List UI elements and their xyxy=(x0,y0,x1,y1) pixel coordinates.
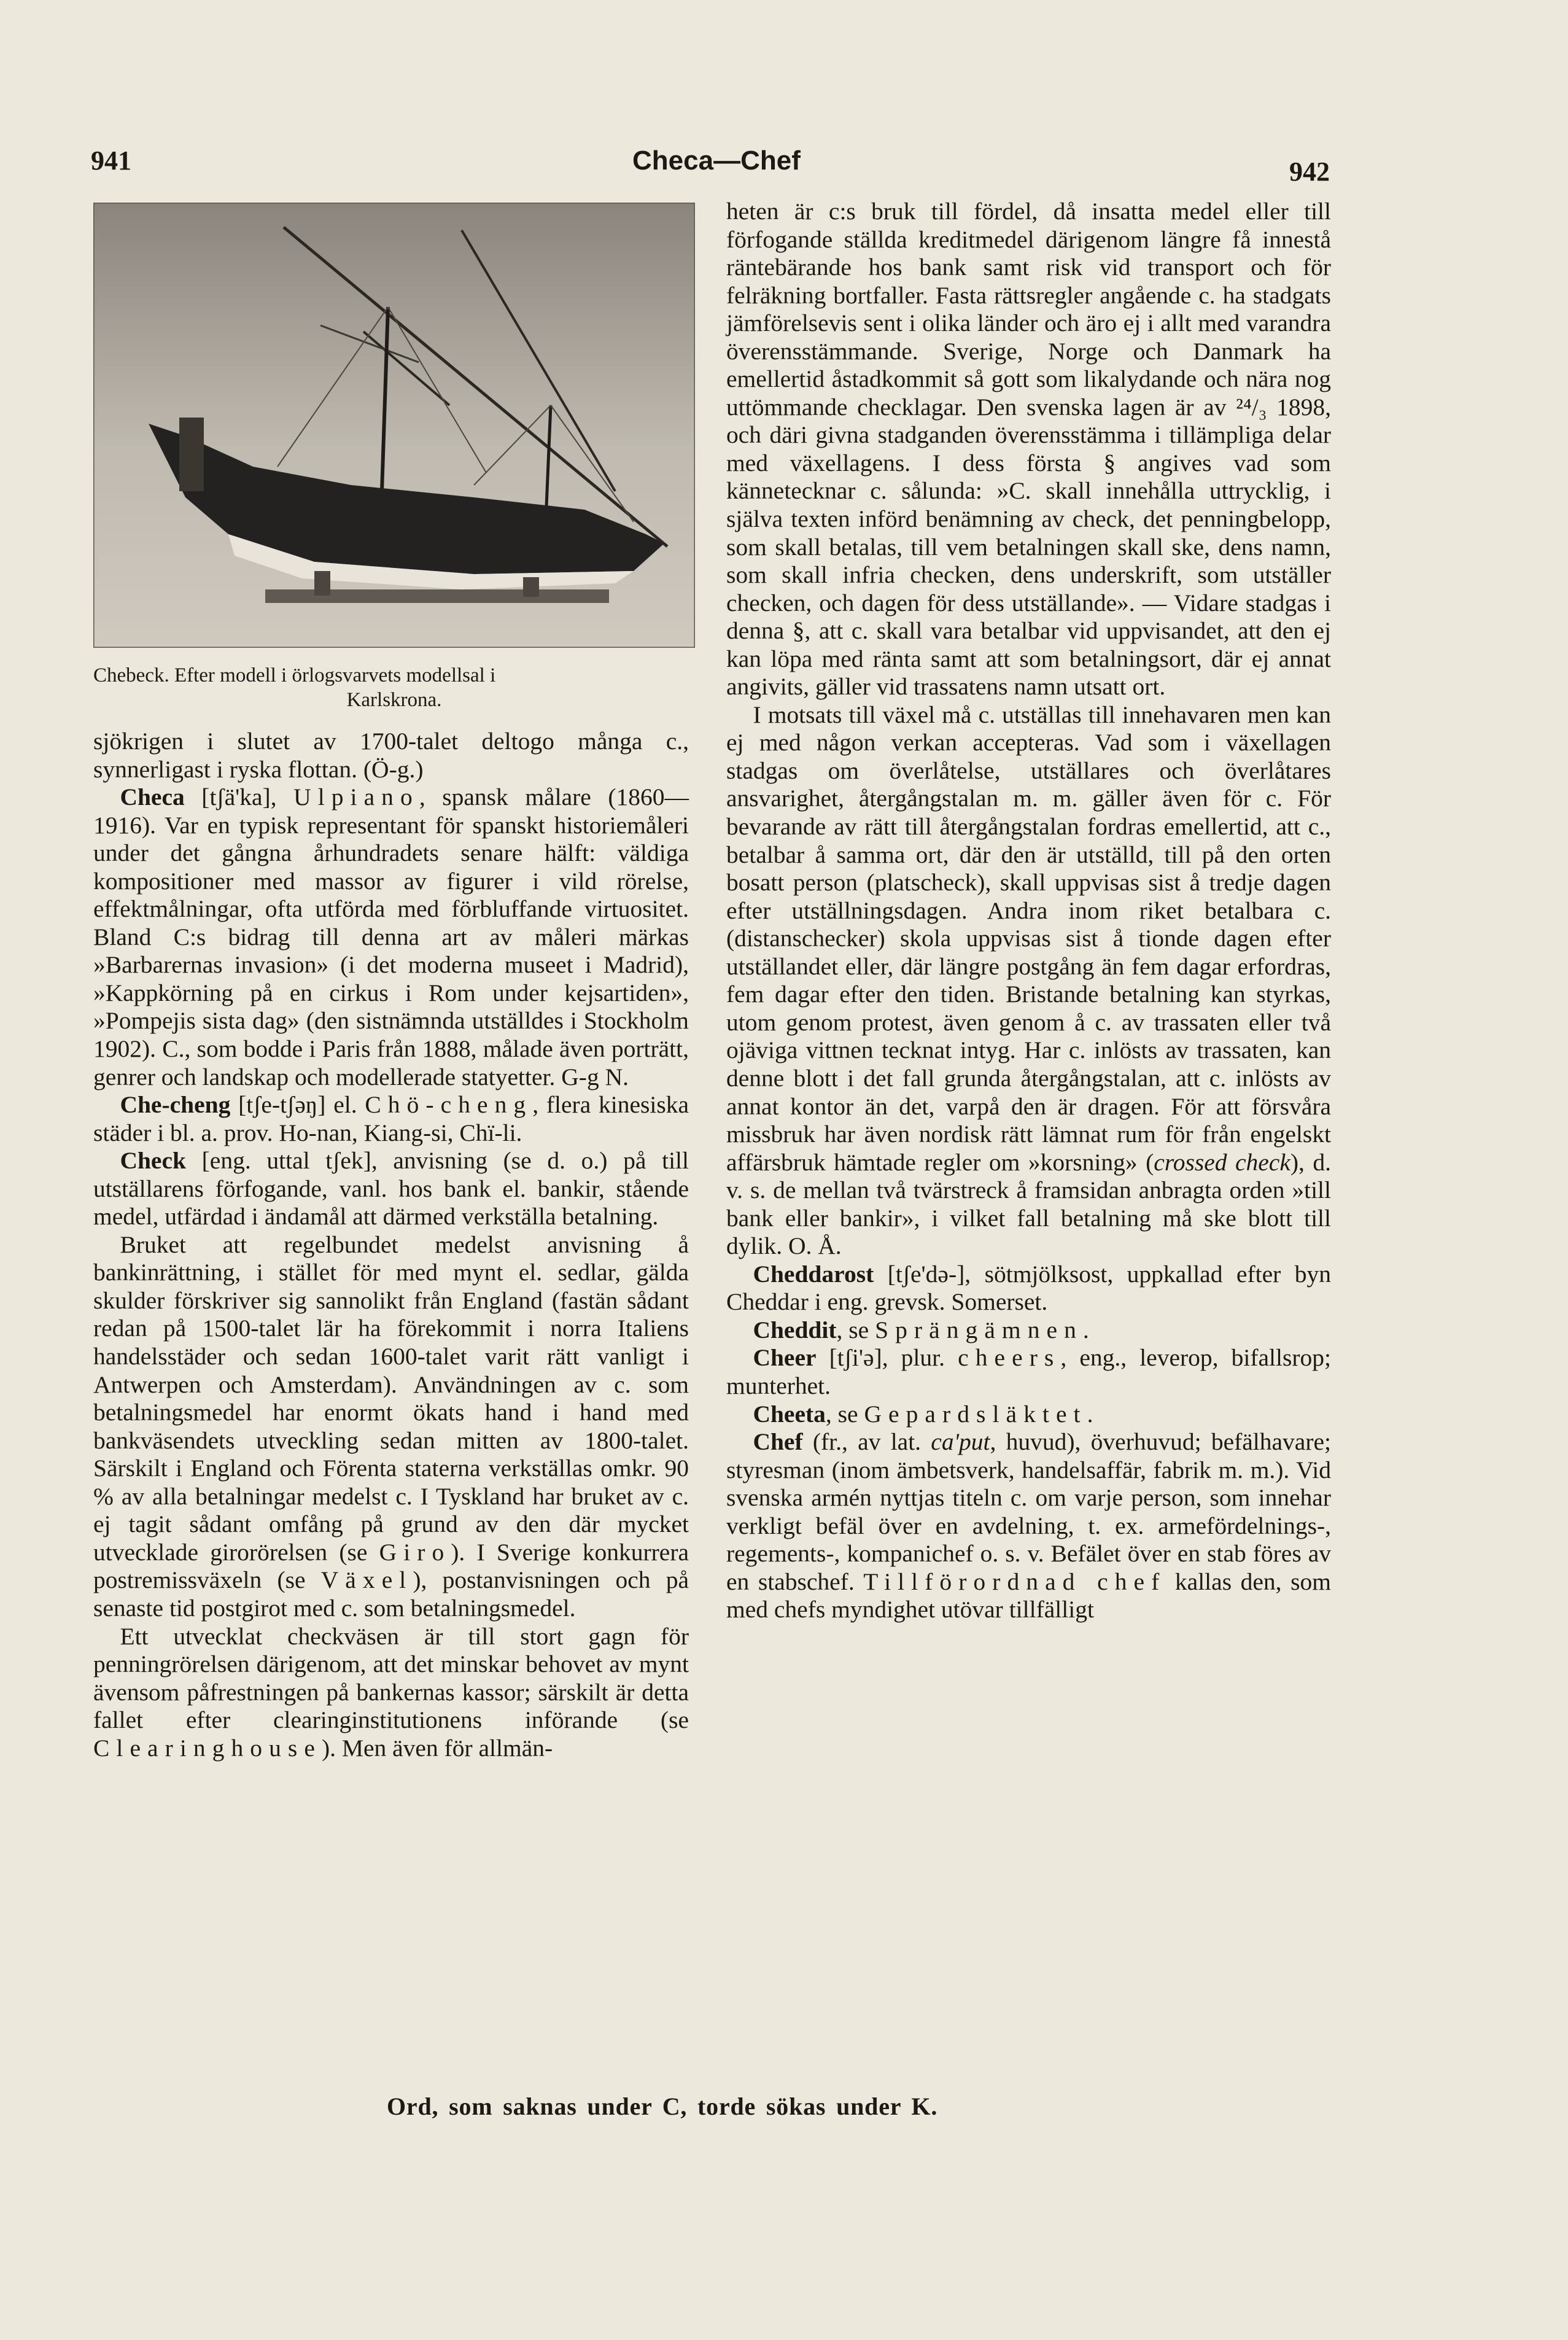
entry-checa xyxy=(93,783,689,1091)
text: ). Men även för allmän- xyxy=(321,1734,553,1762)
paragraph-ett-utvecklat xyxy=(93,1623,689,1763)
entry-headword: Cheer xyxy=(753,1344,817,1372)
text: ). I Sverige konkurrera postremissväxeln (se xyxy=(93,1538,689,1594)
entry-headword: Checa xyxy=(120,783,185,811)
right-column xyxy=(726,198,1331,1624)
cross-reference: Gepardsläktet xyxy=(864,1400,1087,1428)
paragraph-bruket xyxy=(93,1231,689,1623)
text: ), postanvisningen och på senaste tid postgirot med c. som betalningsmedel. xyxy=(93,1566,689,1622)
caption-line-1: Chebeck. Efter modell i örlogsvarvets modellsal i xyxy=(93,664,496,686)
cross-reference: Giro xyxy=(379,1538,451,1566)
entry-body: [tʃe'də-], sötmjölksost, uppkallad efter byn Cheddar i eng. grevsk. Somerset. xyxy=(726,1260,1331,1316)
entry-headword: Chef xyxy=(753,1428,803,1456)
cross-reference: Clearinghouse xyxy=(93,1734,322,1762)
pronunciation: [tʃe-tʃəŋ] el. xyxy=(230,1091,365,1119)
entry-body: , spansk målare (1860—1916). Var en typisk representant för spanskt historiemåleri under det gångna århundradets senare hälft: väldiga kompositioner med massor av figurer i vild rörelse, effektmålningar, ofta utförda med förbluffande virtuositet. Bland C:s bidrag till denna art av måleri märkas »Barbarernas invasion» (i det moderna museet i Madrid), »Kappkörning på en cirkus i Rom under kejsartiden», »Pompejis sista dag» (den sistnämnda utställdes i Stockholm 1902). C., som bodde i Paris från 1888, målade även porträtt, genrer och landskap och modellerade statyetter. xyxy=(93,783,689,1090)
entry-body: , flera kinesiska städer i bl. a. prov. Ho-nan, Kiang-si, Chï-li. xyxy=(93,1091,689,1146)
signature: G-g N. xyxy=(561,1063,629,1090)
text: sjökrigen i slutet av 1700-talet deltogo många c., synnerligast i ryska flottan. xyxy=(93,728,689,783)
entry-body: [eng. uttal tʃek], anvisning (se d. o.) på till utställarens förfogande, vanl. hos bank el. bankir, stående medel, utfärdad i ändamål att därmed verkställa betalning. xyxy=(93,1147,689,1230)
entry-body: . xyxy=(1087,1400,1093,1428)
entry-che-cheng xyxy=(93,1091,689,1147)
entry-body: (fr., av lat. xyxy=(802,1428,931,1456)
given-name: Ulpiano xyxy=(293,783,419,811)
paragraph-heten: heten är c:s bruk till fördel, då insatta medel eller till förfogande ställda kreditmedel därigenom längre få innestå räntebärande hos bank samt risk vid transport och för felräkning bortfaller. Fasta rättsregler angående c. ha stadgats jämförelsevis sent i olika länder och äro ej i allt med varandra överensstämmande. Sverige, Norge och Danmark ha emellertid åstadkommit så gott som likalydande och nära nog uttömmande checklagar. Den svenska lagen är av ²⁴/₃ 1898, och däri givna stadganden överensstämma i tillämpliga delar med växellagens. I dess första § angives vad som kännetecknar c. sålunda: »C. skall innehålla uttrycklig, i själva texten införd benämning av check, det penningbelopp, som skall betalas, till vem betalningen skall ske, dens namn, som skall infria checken, dens underskrift, som utställer checken, och dagen för dess utställande». — Vidare stadgas i denna §, att c. skall vara betalbar vid uppvisandet, att den ej kan löpa med ränta samt att som betalningsort, där ej annat angivits, gäller vid trassatens namn utsatt ort. xyxy=(726,198,1331,701)
spaced-term: Tillförordnad chef xyxy=(863,1568,1166,1595)
entry-body: . xyxy=(1082,1316,1089,1343)
figure-caption xyxy=(93,663,695,712)
italic-term: crossed check xyxy=(1154,1148,1290,1176)
entry-cheeta xyxy=(726,1401,1331,1429)
text: Bruket att regelbundet medelst anvisning å bankinrättning, i stället för med mynt el. sedlar, gälda skulder förskriver sig sannolikt från England (fastän sådant redan på 1500-talet lär ha förekommit i norra Italiens handelsstäder och sedan 1600-talet varit rätt vanligt i Antwerpen och Amsterdam). Användningen av c. som betalningsmedel har enormt ökats hand i hand med bankväsendets utveckling sedan mitten av 1800-talet. Särskilt i England och Förenta staterna verkställas omkr. 90 % av alla betalningar medelst c. I Tyskland har bruket av c. ej tagit sådant omfång på grund av den där mycket utvecklade girorörelsen (se xyxy=(93,1230,689,1566)
text: ), d. v. s. de mellan två tvärstreck å framsidan anbragta orden »till bank eller bankir», i vilket fall betalning må ske blott till dylik. xyxy=(726,1148,1331,1260)
page-number-left: 941 xyxy=(91,146,131,176)
paragraph-i-motsats xyxy=(726,701,1331,1261)
page-number-right: 942 xyxy=(1289,157,1330,187)
entry-body: , se xyxy=(825,1400,864,1428)
signature: O. Å. xyxy=(788,1232,842,1260)
entry-chef xyxy=(726,1428,1331,1624)
paragraph-chebeck-end xyxy=(93,728,689,783)
caption-line-2: Karlskrona. xyxy=(346,689,442,711)
entry-body: , se xyxy=(836,1316,875,1343)
pronunciation: [tʃä'ka], xyxy=(184,783,294,811)
ship-photograph xyxy=(93,203,695,648)
entry-headword: Check xyxy=(120,1147,186,1175)
entry-cheer xyxy=(726,1344,1331,1400)
entry-headword: Cheeta xyxy=(753,1400,826,1428)
signature: (Ö-g.) xyxy=(363,755,424,783)
left-column xyxy=(93,728,689,1762)
entry-body: kallas den, som med chefs myndighet utövar tillfälligt xyxy=(726,1568,1331,1623)
entry-cheddit xyxy=(726,1316,1331,1345)
footer-note: Ord, som saknas under C, torde sökas under K. xyxy=(387,2093,938,2120)
entry-check xyxy=(93,1147,689,1231)
entry-headword: Cheddarost xyxy=(753,1260,874,1288)
entry-headword: Che-cheng xyxy=(120,1091,231,1119)
text: Ett utvecklat checkväsen är till stort gagn för penningrörelsen därigenom, att det minskar behovet av mynt ävensom påfrestningen på bankernas kassor; särskilt är detta fallet efter clearinginstitutionens införande (se xyxy=(93,1622,689,1734)
page-title: Checa—Chef xyxy=(632,146,801,176)
text: I motsats till växel må c. utställas till innehavaren men kan ej med någon verkan accepteras. Vad som i växellagen stadgas om överlåtelse, utställares och överlåtares ansvarighet, återgångstalan m. m. gäller även för c. För bevarande av rätt till återgångstalan fordras emellertid, att c., betalbar å samma ort, där den är utställd, till på den orten bosatt person (platscheck), skall uppvisas sist å tredje dagen efter utställningsdagen. Andra inom riket betalbara c. (distanschecker) skola uppvisas sist å tionde dagen efter utställandet eller, där längre postgång än fem dagar erfordras, fem dagar efter den tiden. Bristande betalning kan styrkas, utom genom protest, även genom å c. av trassaten eller två ojäviga vittnen tecknat intyg. Har c. inlösts av trassaten, kan denne blott i det fall grunda återgångstalan, att c. inlösts av annat kontor än det, varpå den är dragen. För att försvåra missbruk har även nordisk rätt lämnat rum för från engelskt affärsbruk hämtade regler om »korsning» ( xyxy=(726,701,1331,1176)
entry-body: [tʃi'ə], plur. xyxy=(816,1344,958,1372)
entry-headword: Cheddit xyxy=(753,1316,837,1343)
cross-reference: Sprängämnen xyxy=(875,1316,1083,1343)
entry-body: , eng., leverop, bifallsrop; munterhet. xyxy=(726,1344,1331,1399)
ship-model-image xyxy=(93,203,695,648)
alt-name: Chö-cheng xyxy=(365,1091,533,1119)
entry-cheddarost xyxy=(726,1261,1331,1316)
plural-form: cheers xyxy=(958,1344,1061,1372)
latin-term: ca'put xyxy=(931,1428,990,1456)
entry-body: , huvud), överhuvud; befälhavare; styresman (inom ämbetsverk, handelsaffär, fabrik m. m.). Vid svenska armén nyttjas titeln c. om varje person, som innehar verkligt befäl över en avdelning, t. ex. armefördelnings-, regements-, kompanichef o. s. v. Befälet över en stab föres av en stabschef. xyxy=(726,1428,1331,1595)
cross-reference: Växel xyxy=(320,1566,413,1594)
